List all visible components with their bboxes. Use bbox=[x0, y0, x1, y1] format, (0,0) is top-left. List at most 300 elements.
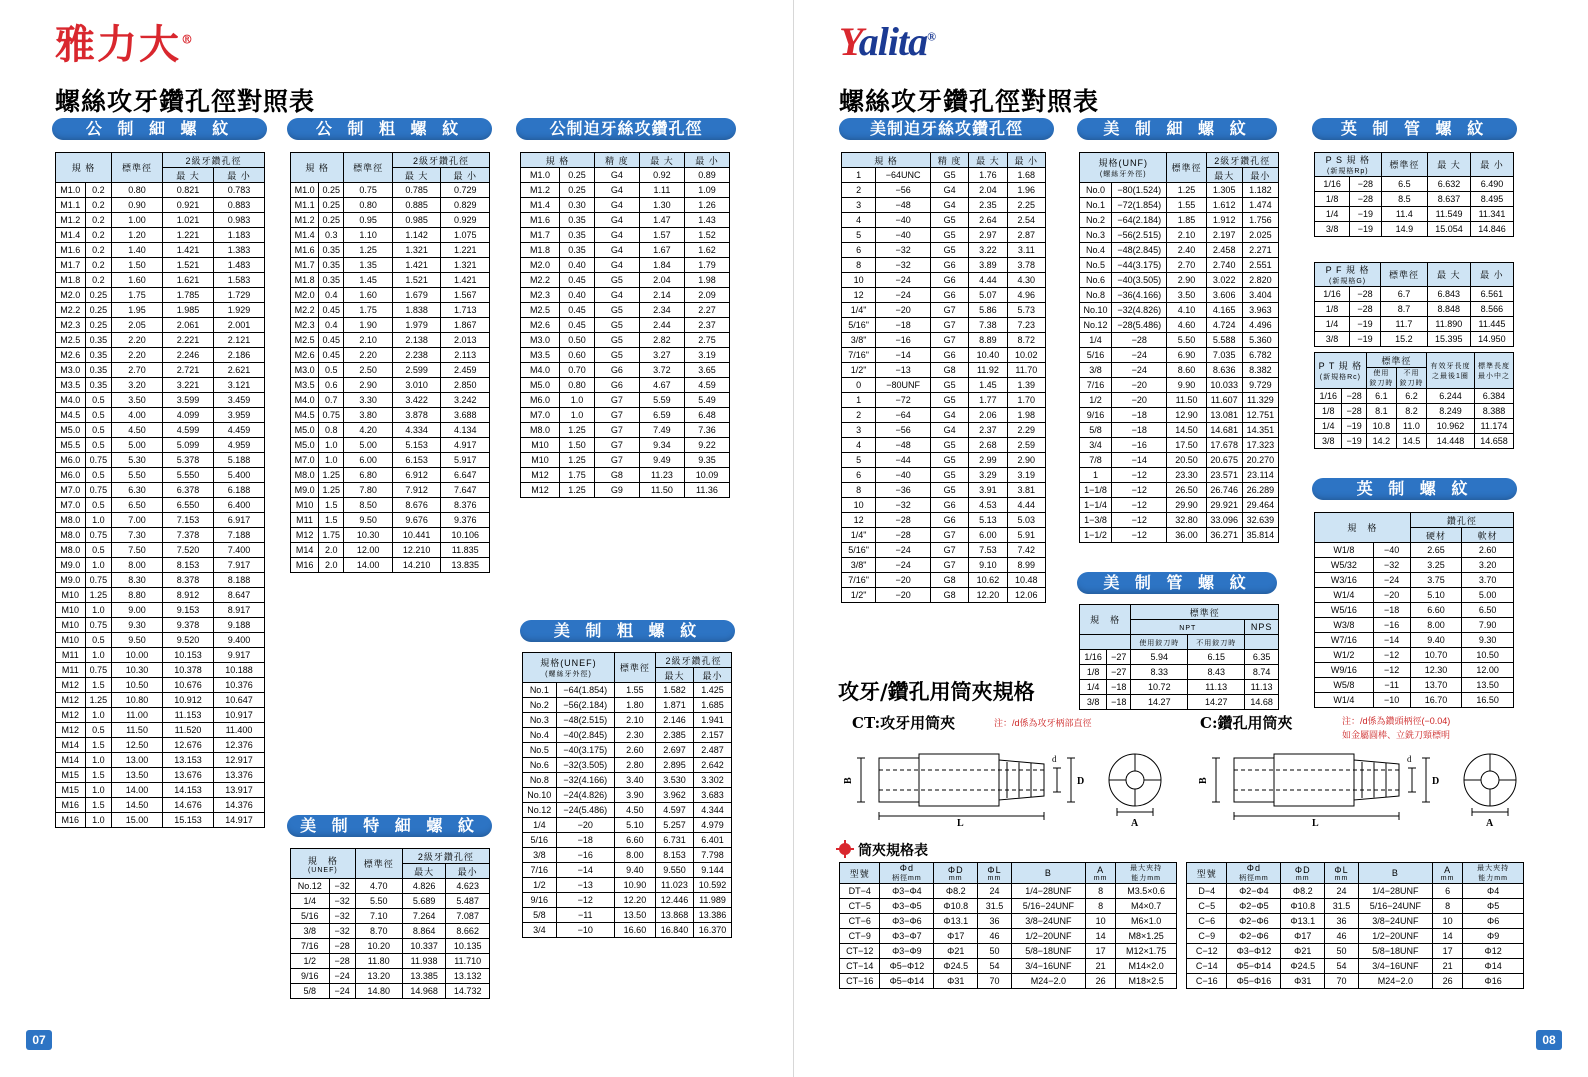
table-cell: 12 bbox=[842, 513, 876, 528]
table-row bbox=[1080, 243, 1279, 258]
table-cell: 5/8−18UNF bbox=[1358, 944, 1432, 959]
table-cell: 11.153 bbox=[163, 708, 214, 723]
table-row bbox=[1315, 678, 1514, 693]
table-cell: 1/2−20UNF bbox=[1358, 929, 1432, 944]
table-row bbox=[1315, 573, 1514, 588]
table-cell: G5 bbox=[594, 318, 639, 333]
table-header-cell: ΦL mm bbox=[978, 863, 1012, 884]
table-cell: 2.59 bbox=[1007, 438, 1045, 453]
section-bsp-pipe: 英 制 管 螺 紋 bbox=[1312, 118, 1517, 140]
c-label: C:鑽孔用筒夾 bbox=[1200, 714, 1293, 732]
table-row bbox=[56, 258, 265, 273]
table-header-cell: ΦD mm bbox=[934, 863, 978, 884]
table-cell: 0.983 bbox=[213, 213, 264, 228]
table-cell: 1.421 bbox=[441, 273, 490, 288]
table-cell: 3.010 bbox=[392, 378, 441, 393]
table-cell: 1.75 bbox=[344, 303, 393, 318]
table-cell: 0.5 bbox=[85, 393, 111, 408]
table-cell: M7.0 bbox=[291, 453, 319, 468]
table-cell: 2.121 bbox=[213, 333, 264, 348]
table-cell: 9.34 bbox=[639, 438, 684, 453]
table-cell: 5.86 bbox=[969, 303, 1007, 318]
table-cell: 0.35 bbox=[560, 213, 595, 228]
table-cell: −27 bbox=[1107, 650, 1131, 665]
table-cell: 4.70 bbox=[355, 879, 402, 894]
table-cell: 2.113 bbox=[441, 348, 490, 363]
table-cell: 10 bbox=[1432, 914, 1462, 929]
table-cell: 2.87 bbox=[1007, 228, 1045, 243]
table-row bbox=[1080, 453, 1279, 468]
table-cell: 50 bbox=[1325, 944, 1359, 959]
table-cell: No.10 bbox=[1080, 303, 1112, 318]
table-cell: G7 bbox=[594, 423, 639, 438]
table-row bbox=[842, 528, 1046, 543]
table-cell: 2.29 bbox=[1007, 423, 1045, 438]
table-cell: 4.96 bbox=[1007, 288, 1045, 303]
table-row bbox=[56, 798, 265, 813]
table-cell: 8.7 bbox=[1381, 302, 1428, 317]
table-cell: M1.4 bbox=[521, 198, 560, 213]
table-row bbox=[521, 363, 730, 378]
table-header-cell bbox=[1080, 635, 1131, 650]
table-row bbox=[842, 423, 1046, 438]
table-cell: M2.6 bbox=[521, 318, 560, 333]
table-cell: 7.912 bbox=[392, 483, 441, 498]
table-cell: 0.25 bbox=[560, 168, 595, 183]
table-row bbox=[1315, 177, 1514, 192]
table-cell: 5.91 bbox=[1007, 528, 1045, 543]
table-cell: 14.27 bbox=[1188, 695, 1245, 710]
table-cell: 12.446 bbox=[655, 893, 693, 908]
table-row bbox=[291, 198, 490, 213]
table-cell: 7/16" bbox=[842, 573, 876, 588]
table-row bbox=[1315, 332, 1514, 347]
table-cell: 1.39 bbox=[1007, 378, 1045, 393]
table-cell: 0.25 bbox=[319, 183, 344, 198]
table-cell: 8.00 bbox=[1410, 618, 1462, 633]
table-cell: 7.36 bbox=[684, 423, 729, 438]
table-cell: 3/8 bbox=[1315, 332, 1350, 347]
table-cell: M2.0 bbox=[521, 258, 560, 273]
table-cell: 10.912 bbox=[163, 693, 214, 708]
table-cell: −40 bbox=[876, 213, 931, 228]
table-cell: Φ8.2 bbox=[1281, 884, 1325, 899]
table-row bbox=[1315, 317, 1514, 332]
table-row bbox=[521, 213, 730, 228]
table-cell: G4 bbox=[594, 198, 639, 213]
table-cell: 14.5 bbox=[1396, 434, 1426, 449]
table-cell: 9.378 bbox=[163, 618, 214, 633]
table-cell: 11.989 bbox=[693, 893, 731, 908]
table-row bbox=[1187, 899, 1524, 914]
table-cell: 3/8" bbox=[842, 333, 876, 348]
table-cell: 21 bbox=[1432, 959, 1462, 974]
table-cell: 10.02 bbox=[1007, 348, 1045, 363]
table-cell: −44 bbox=[876, 453, 931, 468]
table-cell: 1.77 bbox=[969, 393, 1007, 408]
table-cell: 8.1 bbox=[1366, 404, 1396, 419]
table-cell: W5/32 bbox=[1315, 558, 1374, 573]
table-cell: 11.23 bbox=[639, 468, 684, 483]
table-row bbox=[1187, 884, 1524, 899]
table-cell: 6.80 bbox=[344, 468, 393, 483]
table-row bbox=[842, 498, 1046, 513]
table-row bbox=[523, 713, 732, 728]
table-cell: M3.0 bbox=[56, 363, 86, 378]
table-cell: 11.445 bbox=[1470, 317, 1513, 332]
table-row bbox=[840, 914, 1177, 929]
table-cell: 0.5 bbox=[85, 543, 111, 558]
table-cell: G4 bbox=[594, 288, 639, 303]
table-cell: −28 bbox=[1112, 333, 1167, 348]
table-cell: 9.30 bbox=[112, 618, 163, 633]
table-cell: 2.75 bbox=[684, 333, 729, 348]
table-cell: −18 bbox=[1112, 423, 1167, 438]
table-cell: 8.72 bbox=[1007, 333, 1045, 348]
table-cell: 6.731 bbox=[655, 833, 693, 848]
table-cell: 6.48 bbox=[684, 408, 729, 423]
table-row bbox=[56, 348, 265, 363]
table-row bbox=[1315, 207, 1514, 222]
table-row bbox=[56, 768, 265, 783]
table-row bbox=[1315, 603, 1514, 618]
table-cell: 4.134 bbox=[441, 423, 490, 438]
table-cell: 10.647 bbox=[213, 693, 264, 708]
table-cell: Φ3−Φ7 bbox=[880, 929, 934, 944]
table-cell: 0.35 bbox=[85, 363, 111, 378]
table-cell: 10.50 bbox=[112, 678, 163, 693]
table-cell: 16.840 bbox=[655, 923, 693, 938]
table-cell: M3.5 bbox=[521, 348, 560, 363]
table-cell: 5/16 bbox=[291, 909, 330, 924]
table-cell: 31.5 bbox=[1325, 899, 1359, 914]
table-cell: 8.382 bbox=[1242, 363, 1278, 378]
table-cell: G4 bbox=[594, 243, 639, 258]
table-cell: 7.90 bbox=[1462, 618, 1514, 633]
table-cell: 9/16 bbox=[291, 969, 330, 984]
table-row bbox=[840, 884, 1177, 899]
table-cell: 2 bbox=[842, 183, 876, 198]
table-cell: 4.59 bbox=[684, 378, 729, 393]
table-cell: 15.153 bbox=[163, 813, 214, 828]
table-cell: 3/4 bbox=[523, 923, 557, 938]
table-header-cell: 規格(UNF) (螺絲牙外徑) bbox=[1080, 153, 1167, 183]
table-header-row bbox=[1080, 153, 1279, 168]
table-cell: 0.75 bbox=[85, 663, 111, 678]
table-cell: 7.00 bbox=[112, 513, 163, 528]
table-cell: 29.90 bbox=[1167, 498, 1206, 513]
table-cell: 4.50 bbox=[112, 423, 163, 438]
table-row bbox=[56, 468, 265, 483]
table-cell: M6×1.0 bbox=[1116, 914, 1177, 929]
table-cell: 2.146 bbox=[655, 713, 693, 728]
table-cell: 6 bbox=[1432, 884, 1462, 899]
table-cell: −12 bbox=[1373, 663, 1410, 678]
table-row bbox=[523, 923, 732, 938]
table-cell: 0.75 bbox=[85, 483, 111, 498]
table-cell: 1.221 bbox=[441, 243, 490, 258]
table-cell: 5.50 bbox=[1167, 333, 1206, 348]
table-row bbox=[842, 408, 1046, 423]
table-row bbox=[56, 648, 265, 663]
table-cell: 1.474 bbox=[1242, 198, 1278, 213]
table-cell: 2.60 bbox=[1462, 543, 1514, 558]
table-cell: 6 bbox=[842, 243, 876, 258]
table-cell: G5 bbox=[594, 273, 639, 288]
table-cell: 1.20 bbox=[112, 228, 163, 243]
table-cell: 6.244 bbox=[1427, 389, 1475, 404]
table-cell: 5/8 bbox=[291, 984, 330, 999]
table-header-cell: 最大 bbox=[1206, 168, 1242, 183]
table-cell: 9.30 bbox=[1462, 633, 1514, 648]
table-cell: 1.521 bbox=[392, 273, 441, 288]
table-cell: 4.917 bbox=[441, 438, 490, 453]
table-header-cell: 標準徑 bbox=[1381, 153, 1427, 177]
table-cell: 1.79 bbox=[684, 258, 729, 273]
table-cell: 7.153 bbox=[163, 513, 214, 528]
table-cell: 6.35 bbox=[1245, 650, 1279, 665]
table-cell: Φ6 bbox=[1463, 914, 1524, 929]
table-row bbox=[291, 879, 490, 894]
table-cell: −12 bbox=[1112, 483, 1167, 498]
table-cell: 11.549 bbox=[1428, 207, 1471, 222]
table-cell: 8.378 bbox=[163, 573, 214, 588]
table-cell: 3/8 bbox=[1080, 363, 1112, 378]
table-row bbox=[1080, 228, 1279, 243]
table-row bbox=[291, 348, 490, 363]
table-cell: 1 bbox=[842, 393, 876, 408]
table-cell: 1.0 bbox=[319, 453, 344, 468]
table-cell: 2.44 bbox=[639, 318, 684, 333]
table-row bbox=[521, 378, 730, 393]
table-cell: 1.321 bbox=[392, 243, 441, 258]
table-cell: 50 bbox=[978, 944, 1012, 959]
table-cell: −19 bbox=[1350, 207, 1381, 222]
table-row bbox=[291, 228, 490, 243]
table-cell: Φ5−Φ12 bbox=[880, 959, 934, 974]
table-cell: 12 bbox=[842, 288, 876, 303]
table-cell: 8.2 bbox=[1396, 404, 1426, 419]
table-cell: M8.0 bbox=[521, 423, 560, 438]
table-cell: 1.45 bbox=[344, 273, 393, 288]
table-header-cell: 不用 鉸刀時 bbox=[1396, 368, 1426, 389]
table-cell: 0.35 bbox=[319, 273, 344, 288]
table-cell: 14.681 bbox=[1206, 423, 1242, 438]
table-row bbox=[523, 818, 732, 833]
table-cell: −19 bbox=[1342, 419, 1366, 434]
table-cell: 1.50 bbox=[112, 258, 163, 273]
table-row bbox=[1315, 663, 1514, 678]
table-cell: −18 bbox=[1107, 695, 1131, 710]
table-cell: Φ5 bbox=[1463, 899, 1524, 914]
table-row bbox=[56, 738, 265, 753]
table-cell: M14 bbox=[291, 543, 319, 558]
table-cell: 7/16 bbox=[291, 939, 330, 954]
table-cell: 1−1/4 bbox=[1080, 498, 1112, 513]
table-cell: 3/8" bbox=[842, 558, 876, 573]
table-cell: 6.400 bbox=[213, 498, 264, 513]
table-cell: 15.2 bbox=[1381, 332, 1428, 347]
table-cell: 4.334 bbox=[392, 423, 441, 438]
svg-text:A: A bbox=[1486, 818, 1494, 829]
table-cell: 1.075 bbox=[441, 228, 490, 243]
table-header-cell: 最 大 bbox=[392, 168, 441, 183]
table-cell: G8 bbox=[594, 468, 639, 483]
table-cell: 3/4 bbox=[1080, 438, 1112, 453]
table-cell: 12.751 bbox=[1242, 408, 1278, 423]
table-cell: M5.5 bbox=[56, 438, 86, 453]
table-row bbox=[1080, 498, 1279, 513]
table-header-cell: 標準徑 bbox=[355, 849, 402, 879]
table-cell: 0.40 bbox=[560, 258, 595, 273]
table-cell: W7/16 bbox=[1315, 633, 1374, 648]
table-cell: 2.64 bbox=[969, 213, 1007, 228]
table-row bbox=[842, 243, 1046, 258]
table-cell: 15.00 bbox=[112, 813, 163, 828]
table-row bbox=[521, 408, 730, 423]
table-cell: M2.6 bbox=[291, 348, 319, 363]
table-cell: 7.087 bbox=[446, 909, 490, 924]
table-cell: G7 bbox=[594, 393, 639, 408]
table-cell: 0.45 bbox=[560, 303, 595, 318]
table-cell: 15.054 bbox=[1428, 222, 1471, 237]
table-cell: 15.395 bbox=[1427, 332, 1470, 347]
table-cell: M10 bbox=[521, 453, 560, 468]
table-cell: G4 bbox=[594, 168, 639, 183]
table-row bbox=[842, 273, 1046, 288]
table-cell: 3/4−16UNF bbox=[1358, 959, 1432, 974]
table-cell: −48 bbox=[876, 198, 931, 213]
table-cell: −20 bbox=[876, 303, 931, 318]
table-cell: 1.421 bbox=[163, 243, 214, 258]
table-row bbox=[1315, 302, 1514, 317]
table-row bbox=[56, 363, 265, 378]
table-cell: 7.23 bbox=[1007, 318, 1045, 333]
table-row bbox=[521, 453, 730, 468]
table-cell: 1/4 bbox=[1315, 317, 1350, 332]
table-cell: 1/2" bbox=[842, 363, 876, 378]
table-cell: M6.0 bbox=[521, 393, 560, 408]
table-cell: M15 bbox=[56, 783, 86, 798]
table-cell: M2.5 bbox=[56, 333, 86, 348]
table-cell: 3.80 bbox=[344, 408, 393, 423]
table-cell: 4.00 bbox=[112, 408, 163, 423]
table-cell: G4 bbox=[930, 423, 968, 438]
table-cell: 1.80 bbox=[614, 698, 655, 713]
table-row bbox=[291, 528, 490, 543]
table-cell: 5 bbox=[842, 228, 876, 243]
table-cell: 2.80 bbox=[614, 758, 655, 773]
table-cell: 1.43 bbox=[684, 213, 729, 228]
table-cell: −28 bbox=[1349, 302, 1380, 317]
table-cell: 26.50 bbox=[1167, 483, 1206, 498]
table-cell: 8.566 bbox=[1470, 302, 1513, 317]
table-cell: 5.257 bbox=[655, 818, 693, 833]
table-cell: 10.62 bbox=[969, 573, 1007, 588]
table-cell: 0.75 bbox=[85, 453, 111, 468]
table-cell: Φ9 bbox=[1463, 929, 1524, 944]
table-cell: G7 bbox=[930, 558, 968, 573]
table-cell: CT−16 bbox=[840, 974, 880, 989]
table-cell: 5/16" bbox=[842, 543, 876, 558]
table-cell: No.3 bbox=[523, 713, 557, 728]
table-cell: 14.80 bbox=[355, 984, 402, 999]
table-cell: 5.400 bbox=[213, 468, 264, 483]
table-cell: −40(3.175) bbox=[556, 743, 614, 758]
table-cell: 10.72 bbox=[1131, 680, 1188, 695]
table-cell: CT−5 bbox=[840, 899, 880, 914]
table-cell: −40 bbox=[876, 228, 931, 243]
table-cell: C−16 bbox=[1187, 974, 1227, 989]
table-cell: 12.676 bbox=[163, 738, 214, 753]
table-cell: G7 bbox=[930, 303, 968, 318]
table-cell: −18 bbox=[556, 833, 614, 848]
table-header-cell: NPT bbox=[1131, 620, 1245, 635]
table-row bbox=[521, 168, 730, 183]
table-row bbox=[56, 663, 265, 678]
table-cell: M2.3 bbox=[56, 318, 86, 333]
table-cell: 5.153 bbox=[392, 438, 441, 453]
table-cell: 26.289 bbox=[1242, 483, 1278, 498]
table-cell: Φ13.1 bbox=[934, 914, 978, 929]
table-bsp-pt bbox=[1314, 352, 1514, 449]
table-cell: 3.19 bbox=[1007, 468, 1045, 483]
brand-reg-cn: ® bbox=[181, 32, 195, 47]
table-row bbox=[56, 528, 265, 543]
table-cell: 4.826 bbox=[402, 879, 446, 894]
table-cell: M6.0 bbox=[56, 468, 86, 483]
table-cell: 4.979 bbox=[693, 818, 731, 833]
table-row bbox=[56, 543, 265, 558]
table-row bbox=[1187, 959, 1524, 974]
table-cell: 13.153 bbox=[163, 753, 214, 768]
table-cell: 13.50 bbox=[1462, 678, 1514, 693]
table-cell: M2.2 bbox=[56, 303, 86, 318]
table-cell: 2.551 bbox=[1242, 258, 1278, 273]
table-cell: M12 bbox=[521, 483, 560, 498]
table-cell: 10.441 bbox=[392, 528, 441, 543]
table-header-row bbox=[1315, 353, 1514, 368]
table-cell: Φ5−Φ14 bbox=[1227, 959, 1281, 974]
table-row bbox=[56, 573, 265, 588]
table-cell: 1.25 bbox=[1167, 183, 1206, 198]
table-cell: 10.20 bbox=[355, 939, 402, 954]
table-cell: M1.6 bbox=[291, 243, 319, 258]
table-cell: 6.384 bbox=[1474, 389, 1513, 404]
table-row bbox=[521, 348, 730, 363]
table-cell: 1.90 bbox=[344, 318, 393, 333]
table-cell: 2 bbox=[842, 408, 876, 423]
table-cell: 6.50 bbox=[112, 498, 163, 513]
table-cell: 2.54 bbox=[1007, 213, 1045, 228]
table-cell: 6.490 bbox=[1471, 177, 1514, 192]
table-row bbox=[1187, 914, 1524, 929]
table-cell: 0.25 bbox=[560, 183, 595, 198]
table-cell: 2.458 bbox=[1206, 243, 1242, 258]
table-cell: 1/2 bbox=[291, 954, 330, 969]
table-cell: 5.50 bbox=[355, 894, 402, 909]
table-row bbox=[291, 543, 490, 558]
table-cell: 1.612 bbox=[1206, 198, 1242, 213]
table-cell: 3.81 bbox=[1007, 483, 1045, 498]
table-cell: M16 bbox=[56, 813, 86, 828]
table-cell: 10.676 bbox=[163, 678, 214, 693]
table-row bbox=[56, 243, 265, 258]
table-cell: −19 bbox=[1342, 434, 1366, 449]
table-cell: 6.561 bbox=[1470, 287, 1513, 302]
table-row bbox=[291, 483, 490, 498]
table-cell: −16 bbox=[556, 848, 614, 863]
